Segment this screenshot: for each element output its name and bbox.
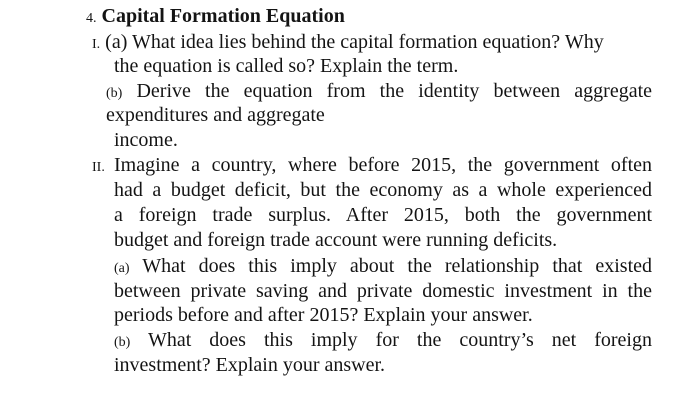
question-1b-line-3: income. [114,129,178,151]
question-1a-text: (a) What idea lies behind the capital formation equation? Why [105,31,604,53]
question-1a-line-1 [92,30,604,57]
section-title: Capital Formation Equation [101,5,345,27]
question-2b-marker: (b) [114,335,131,350]
roman-numeral-2: II. [92,160,105,175]
question-1b-marker: (b) [106,86,123,101]
question-2-intro-line-2: had a budget deficit, but the economy as a whole experienced [114,179,652,201]
section-number: 4. [86,11,97,26]
question-2a-line-3: periods before and after 2015? Explain your answer. [114,304,533,326]
question-2-intro-line-4: budget and foreign trade account were running deficits. [114,229,558,251]
question-1b-line-2: expenditures and aggregate [106,104,325,126]
question-2a-line-1: (a) What does this imply about the relationship that existed [114,255,653,277]
question-2-intro-line-3: a foreign trade surplus. After 2015, both the government [114,204,652,226]
section-heading [86,4,345,31]
question-1b-line-1: (b) Derive the equation from the identity between aggregate [106,80,653,102]
question-1a-line-2: the equation is called so? Explain the term. [114,55,459,77]
question-2b-line-2: investment? Explain your answer. [114,354,386,376]
roman-numeral-1: I. [92,37,101,52]
question-2a-line-2: between private saving and private domestic investment in the [114,280,652,302]
question-2a-marker: (a) [114,261,130,276]
question-2-intro-line-1: Imagine a country, where before 2015, the government often [114,154,652,176]
question-2b-line-1: (b) What does this imply for the country’s net foreign [114,329,652,351]
